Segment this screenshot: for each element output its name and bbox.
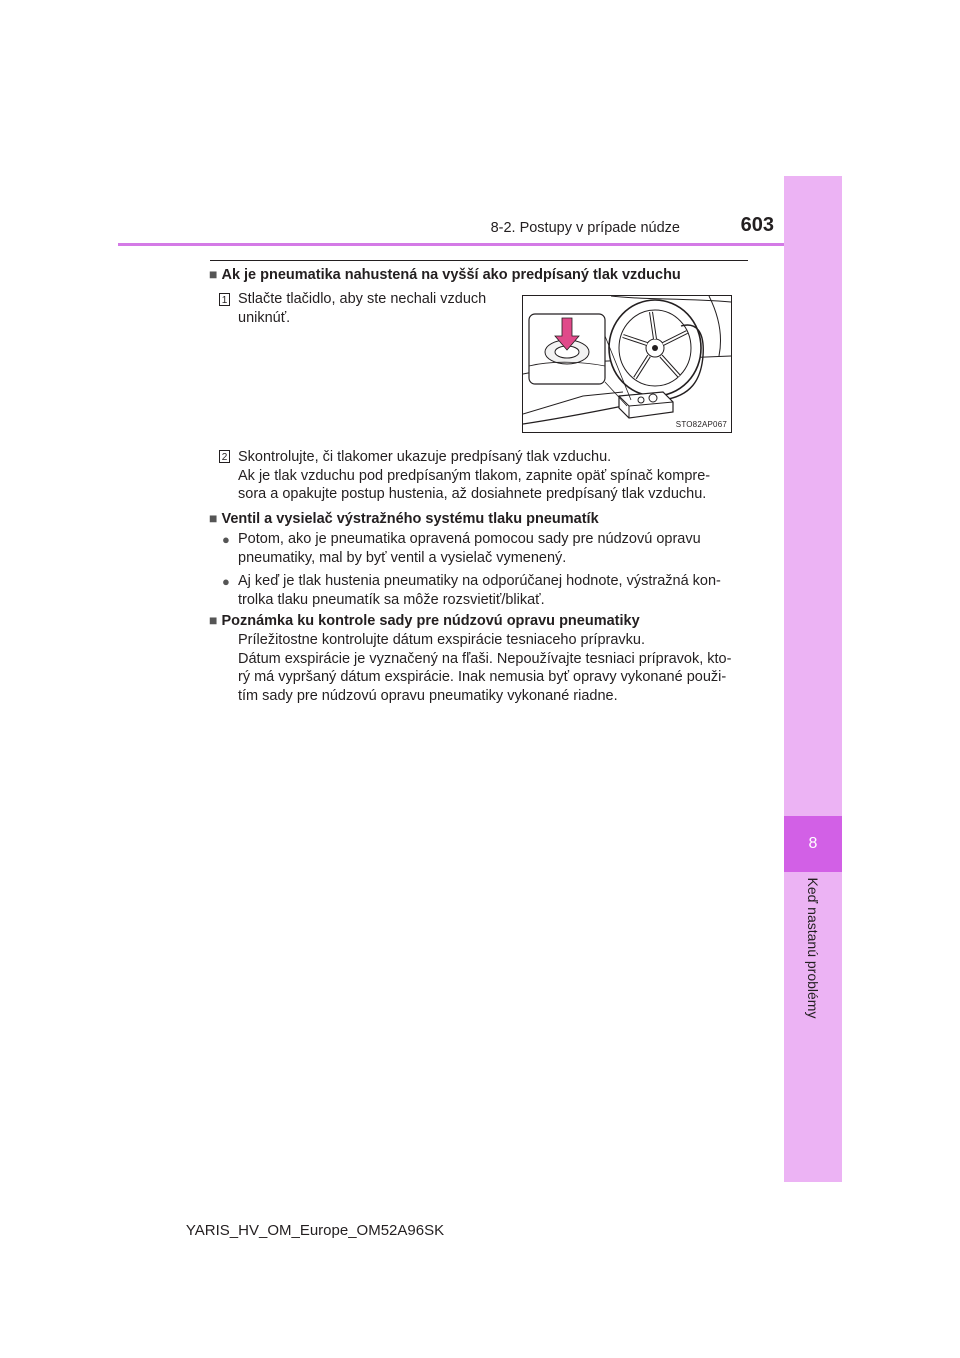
bullet-2-line: Aj keď je tlak hustenia pneumatiky na odporúčanej hodnote, výstražná kon- xyxy=(238,573,721,589)
step-2-line: Ak je tlak vzduchu pod predpísaným tlakom, zapnite opäť spínač kompre- xyxy=(238,467,711,484)
bullet-1-text xyxy=(238,530,748,567)
circle-bullet-icon: ● xyxy=(222,574,230,589)
step-number-2: 2 xyxy=(219,450,230,463)
chapter-side-tab xyxy=(784,176,842,1182)
bullet-2-line: trolka tlaku pneumatík sa môže rozsvietiť/blikať. xyxy=(238,591,545,608)
kit-inspection-line: tím sady pre núdzovú opravu pneumatiky vykonané riadne. xyxy=(238,687,618,704)
kit-inspection-text xyxy=(238,631,748,705)
content-divider xyxy=(210,260,748,261)
step-1-line: uniknúť. xyxy=(238,309,291,326)
chapter-title: Keď nastanú problémy xyxy=(805,877,821,1019)
step-1-text xyxy=(238,290,508,327)
kit-inspection-line: Príležitostne kontrolujte dátum exspirácie tesniaceho prípravku. xyxy=(238,632,646,648)
heading-text: Poznámka ku kontrole sady pre núdzovú opravu pneumatiky xyxy=(221,613,640,629)
header-divider xyxy=(118,243,784,246)
page-number: 603 xyxy=(740,214,774,236)
chapter-number: 8 xyxy=(808,835,818,852)
section-title: 8-2. Postupy v prípade núdze xyxy=(490,220,680,236)
chapter-number-tab[interactable] xyxy=(784,816,842,872)
compressor-illustration xyxy=(522,295,732,433)
step-2-text xyxy=(238,448,748,504)
section-heading-tpms-valve xyxy=(209,510,599,527)
kit-inspection-line: Dátum exspirácie je vyznačený na fľaši. Nepoužívajte tesniaci prípravok, kto- xyxy=(238,650,732,667)
square-bullet-icon: ■ xyxy=(209,510,218,526)
square-bullet-icon: ■ xyxy=(209,612,218,628)
circle-bullet-icon: ● xyxy=(222,532,230,547)
document-id: YARIS_HV_OM_Europe_OM52A96SK xyxy=(185,1222,445,1239)
bullet-1-line: Potom, ako je pneumatika opravená pomocou sady pre núdzovú opravu xyxy=(238,531,701,547)
bullet-2-text xyxy=(238,572,748,609)
section-heading-kit-inspection xyxy=(209,612,640,629)
step-1-line: Stlačte tlačidlo, aby ste nechali vzduch xyxy=(238,291,487,307)
square-bullet-icon: ■ xyxy=(209,266,218,282)
step-2-line: sora a opakujte postup hustenia, až dosiahnete predpísaný tlak vzduchu. xyxy=(238,486,707,502)
figure-code: STO82AP067 xyxy=(675,420,727,429)
step-2-line: Skontrolujte, či tlakomer ukazuje predpísaný tlak vzduchu. xyxy=(238,449,612,465)
step-number-1: 1 xyxy=(219,293,230,306)
heading-text: Ventil a vysielač výstražného systému tlaku pneumatík xyxy=(221,511,599,527)
heading-text: Ak je pneumatika nahustená na vyšší ako predpísaný tlak vzduchu xyxy=(221,267,681,283)
section-heading-overinflated xyxy=(209,266,681,283)
kit-inspection-line: rý má vypršaný dátum exspirácie. Inak nemusia byť opravy vykonané použi- xyxy=(238,669,727,685)
tire-compressor-drawing xyxy=(523,296,731,432)
bullet-1-line: pneumatiky, mal by byť ventil a vysielač vymenený. xyxy=(238,549,567,566)
